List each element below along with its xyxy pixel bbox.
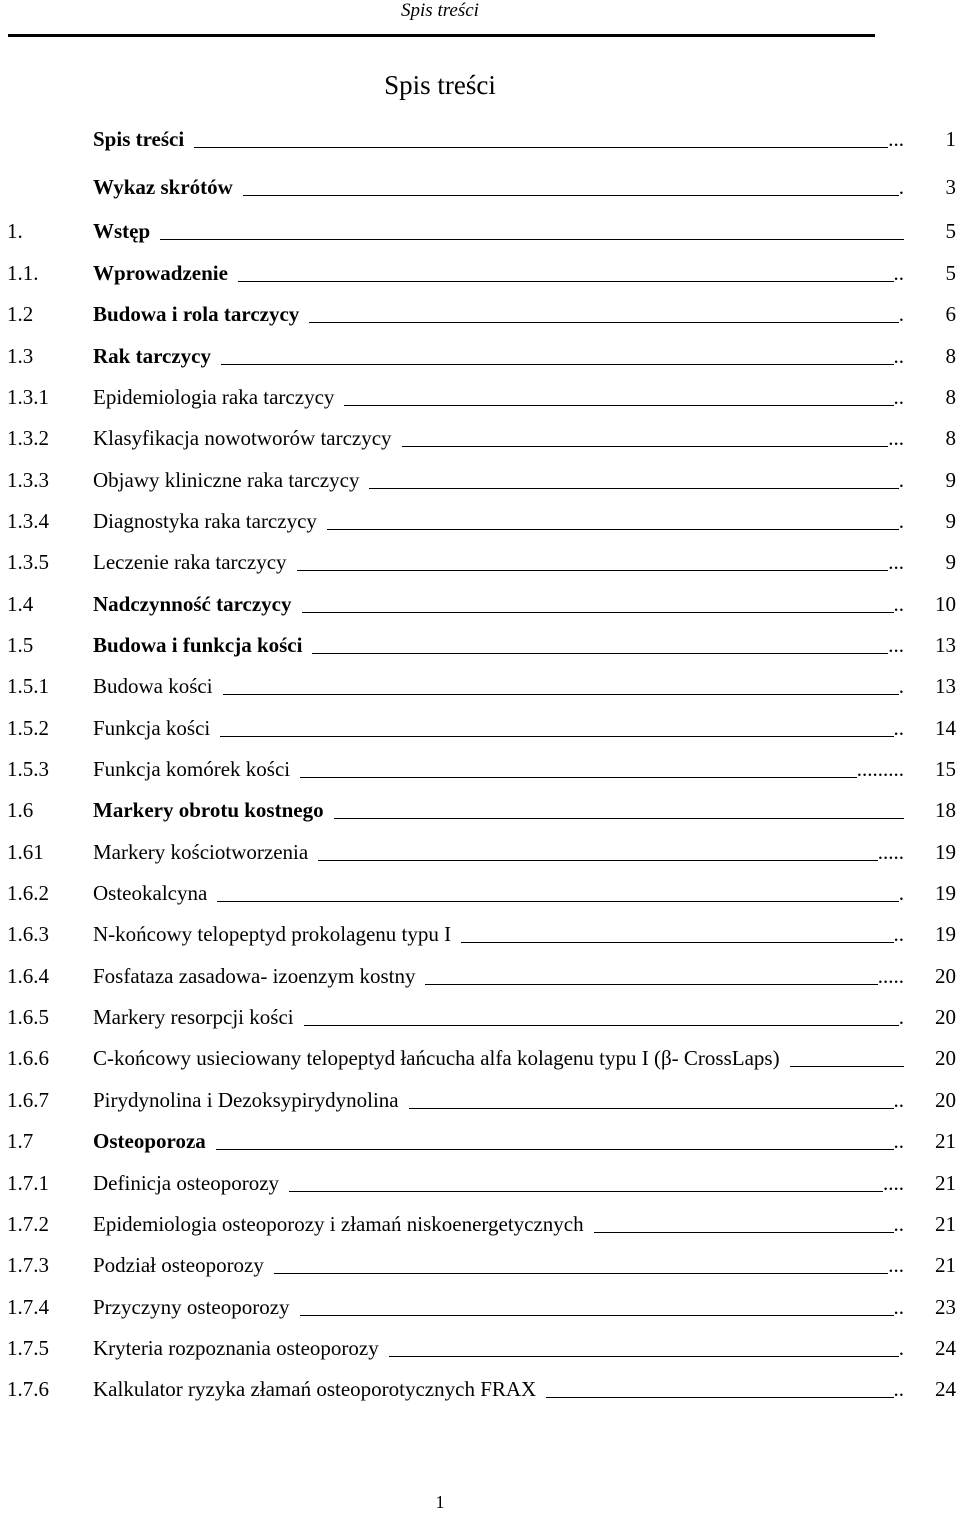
toc-entry-leader bbox=[243, 172, 904, 202]
toc-entry-leader bbox=[389, 1333, 904, 1363]
leader-rule bbox=[243, 195, 899, 196]
toc-entry-number: 1.4 bbox=[7, 592, 34, 616]
leader-dots: ... bbox=[888, 127, 904, 151]
toc-entry-leader bbox=[289, 1168, 904, 1198]
toc-entry-leader bbox=[274, 1250, 904, 1280]
toc-entry-leader bbox=[302, 589, 904, 619]
toc-entry-page: 15 bbox=[935, 757, 956, 781]
header-rule bbox=[8, 34, 875, 37]
toc-entry[interactable] bbox=[0, 1002, 960, 1032]
leader-rule bbox=[461, 942, 894, 943]
toc-entry[interactable] bbox=[0, 547, 960, 577]
leader-rule bbox=[300, 1315, 894, 1316]
toc-entry-page: 10 bbox=[935, 592, 956, 616]
toc-entry[interactable] bbox=[0, 216, 960, 246]
leader-dots: . bbox=[898, 302, 904, 326]
toc-entry-title: Epidemiologia raka tarczycy bbox=[93, 385, 335, 409]
leader-dots: . bbox=[898, 674, 904, 698]
leader-rule bbox=[220, 736, 894, 737]
leader-rule bbox=[238, 281, 894, 282]
leader-dots: .. bbox=[893, 261, 904, 285]
leader-rule bbox=[160, 239, 904, 240]
toc-entry-number: 1.5.1 bbox=[7, 674, 49, 698]
toc-entry-title: C-końcowy usieciowany telopeptyd łańcucha alfa kolagenu typu I (β- CrossLaps) bbox=[93, 1046, 780, 1070]
toc-entry-title: Osteoporoza bbox=[93, 1129, 206, 1153]
leader-dots: . bbox=[898, 1336, 904, 1360]
leader-rule bbox=[302, 612, 894, 613]
toc-entry-page: 19 bbox=[935, 881, 956, 905]
toc-entry-page: 19 bbox=[935, 840, 956, 864]
leader-dots: ..... bbox=[877, 964, 904, 988]
leader-dots: . bbox=[898, 509, 904, 533]
toc-entry-number: 1.6.6 bbox=[7, 1046, 49, 1070]
toc-entry-number: 1.6.2 bbox=[7, 881, 49, 905]
leader-dots: .. bbox=[893, 1295, 904, 1319]
toc-entry[interactable] bbox=[0, 1250, 960, 1280]
toc-entry-number: 1.3.3 bbox=[7, 468, 49, 492]
toc-entry-number: 1.7.4 bbox=[7, 1295, 49, 1319]
leader-rule bbox=[425, 984, 878, 985]
toc-entry-title: Klasyfikacja nowotworów tarczycy bbox=[93, 426, 392, 450]
leader-rule bbox=[318, 860, 878, 861]
toc-entry[interactable] bbox=[0, 172, 960, 202]
toc-entry[interactable] bbox=[0, 1292, 960, 1322]
leader-dots: .... bbox=[883, 1171, 904, 1195]
toc-entry-leader bbox=[312, 630, 904, 660]
running-header: Spis treści bbox=[401, 0, 479, 21]
toc-entry-leader bbox=[790, 1043, 904, 1073]
toc-entry-number: 1.5 bbox=[7, 633, 34, 657]
toc-entry[interactable] bbox=[0, 299, 960, 329]
leader-rule bbox=[216, 1149, 894, 1150]
toc-entry[interactable] bbox=[0, 671, 960, 701]
toc-entry-page: 24 bbox=[935, 1377, 956, 1401]
toc-entry-title: Markery obrotu kostnego bbox=[93, 798, 324, 822]
toc-entry-leader bbox=[217, 878, 904, 908]
leader-rule bbox=[334, 818, 904, 819]
toc-entry-title: Osteokalcyna bbox=[93, 881, 208, 905]
toc-entry-title: Wstęp bbox=[93, 219, 151, 243]
toc-entry-page: 24 bbox=[935, 1336, 956, 1360]
toc-entry[interactable] bbox=[0, 423, 960, 453]
toc-entry-number: 1. bbox=[7, 219, 23, 243]
toc-entry[interactable] bbox=[0, 1333, 960, 1363]
toc-entry-page: 13 bbox=[935, 633, 956, 657]
leader-dots: .. bbox=[893, 922, 904, 946]
toc-entry-number: 1.7.3 bbox=[7, 1253, 49, 1277]
toc-entry-leader bbox=[304, 1002, 904, 1032]
leader-dots: ......... bbox=[856, 757, 904, 781]
toc-entry-leader bbox=[238, 258, 904, 288]
leader-rule bbox=[223, 694, 899, 695]
toc-entry[interactable] bbox=[0, 754, 960, 784]
toc-entry-number: 1.3 bbox=[7, 344, 34, 368]
toc-entry-page: 20 bbox=[935, 1046, 956, 1070]
toc-entry-page: 9 bbox=[945, 550, 956, 574]
leader-dots: ... bbox=[888, 633, 904, 657]
toc-entry-title: Wprowadzenie bbox=[93, 261, 228, 285]
toc-entry-leader bbox=[309, 299, 904, 329]
toc-entry-title: Budowa i funkcja kości bbox=[93, 633, 303, 657]
toc-entry-number: 1.3.1 bbox=[7, 385, 49, 409]
toc-entry-leader bbox=[425, 961, 904, 991]
toc-entry-leader bbox=[160, 216, 904, 246]
toc-entry-number: 1.3.5 bbox=[7, 550, 49, 574]
toc-entry-number: 1.7.5 bbox=[7, 1336, 49, 1360]
toc-entry-number: 1.6.4 bbox=[7, 964, 49, 988]
toc-entry[interactable] bbox=[0, 795, 960, 825]
leader-dots: .. bbox=[893, 1377, 904, 1401]
toc-entry-title: Pirydynolina i Dezoksypirydynolina bbox=[93, 1088, 399, 1112]
leader-dots: .. bbox=[893, 1129, 904, 1153]
toc-entry-leader bbox=[461, 919, 904, 949]
toc-entry-title: Markery resorpcji kości bbox=[93, 1005, 294, 1029]
leader-rule bbox=[304, 1025, 899, 1026]
toc-entry-leader bbox=[409, 1085, 904, 1115]
toc-entry-title: Kalkulator ryzyka złamań osteoporotycznych FRAX bbox=[93, 1377, 537, 1401]
toc-entry[interactable] bbox=[0, 961, 960, 991]
toc-entry-title: Rak tarczycy bbox=[93, 344, 211, 368]
toc-entry-page: 8 bbox=[945, 344, 956, 368]
leader-dots: ... bbox=[888, 426, 904, 450]
leader-rule bbox=[221, 364, 894, 365]
leader-rule bbox=[327, 529, 899, 530]
toc-entry-title: Epidemiologia osteoporozy i złamań niskoenergetycznych bbox=[93, 1212, 584, 1236]
toc-entry-leader bbox=[220, 713, 904, 743]
toc-entry-page: 21 bbox=[935, 1129, 956, 1153]
toc-entry-number: 1.3.2 bbox=[7, 426, 49, 450]
toc-entry[interactable] bbox=[0, 1168, 960, 1198]
toc-entry-leader bbox=[221, 341, 904, 371]
leader-rule bbox=[217, 901, 899, 902]
toc-entry-title: Funkcja komórek kości bbox=[93, 757, 291, 781]
toc-entry-page: 8 bbox=[945, 426, 956, 450]
leader-rule bbox=[402, 446, 888, 447]
toc-entry-page: 21 bbox=[935, 1212, 956, 1236]
toc-entry-page: 19 bbox=[935, 922, 956, 946]
toc-entry[interactable] bbox=[0, 506, 960, 536]
leader-dots: .. bbox=[893, 344, 904, 368]
toc-entry-title: Budowa kości bbox=[93, 674, 213, 698]
toc-entry-leader bbox=[216, 1126, 904, 1156]
toc-entry-number: 1.7.2 bbox=[7, 1212, 49, 1236]
leader-dots: .. bbox=[893, 385, 904, 409]
toc-entry[interactable] bbox=[0, 124, 960, 154]
toc-entry-title: Przyczyny osteoporozy bbox=[93, 1295, 290, 1319]
toc-entry-leader bbox=[297, 547, 904, 577]
toc-entry-title: Diagnostyka raka tarczycy bbox=[93, 509, 317, 533]
toc-entry-number: 1.7 bbox=[7, 1129, 34, 1153]
leader-rule bbox=[389, 1356, 899, 1357]
toc-entry-number: 1.7.6 bbox=[7, 1377, 49, 1401]
toc-entry-title: Podział osteoporozy bbox=[93, 1253, 264, 1277]
toc-entry-page: 5 bbox=[945, 219, 956, 243]
leader-rule bbox=[594, 1232, 894, 1233]
toc-entry[interactable] bbox=[0, 919, 960, 949]
toc-entry-title: Funkcja kości bbox=[93, 716, 211, 740]
toc-entry-title: Objawy kliniczne raka tarczycy bbox=[93, 468, 360, 492]
toc-entry[interactable] bbox=[0, 1126, 960, 1156]
toc-entry[interactable] bbox=[0, 465, 960, 495]
toc-entry-page: 20 bbox=[935, 1005, 956, 1029]
leader-dots: ... bbox=[888, 1253, 904, 1277]
toc-entry-leader bbox=[402, 423, 904, 453]
leader-dots: .. bbox=[893, 1212, 904, 1236]
toc-entry-page: 21 bbox=[935, 1253, 956, 1277]
leader-rule bbox=[297, 570, 888, 571]
toc-entry-number: 1.6.5 bbox=[7, 1005, 49, 1029]
toc-entry-leader bbox=[194, 124, 904, 154]
toc-entry-number: 1.5.2 bbox=[7, 716, 49, 740]
toc-entry-page: 13 bbox=[935, 674, 956, 698]
toc-entry-number: 1.6.7 bbox=[7, 1088, 49, 1112]
toc-entry[interactable] bbox=[0, 837, 960, 867]
toc-entry-page: 1 bbox=[945, 127, 956, 151]
toc-entry-page: 23 bbox=[935, 1295, 956, 1319]
leader-dots: . bbox=[898, 175, 904, 199]
toc-entry-title: Markery kościotworzenia bbox=[93, 840, 309, 864]
leader-rule bbox=[546, 1397, 894, 1398]
toc-entry-leader bbox=[300, 1292, 904, 1322]
toc-entry-leader bbox=[223, 671, 904, 701]
leader-rule bbox=[369, 488, 899, 489]
leader-rule bbox=[312, 653, 888, 654]
toc-entry[interactable] bbox=[0, 258, 960, 288]
toc-entry-page: 9 bbox=[945, 509, 956, 533]
toc-entry-page: 3 bbox=[945, 175, 956, 199]
toc-entry-title: N-końcowy telopeptyd prokolagenu typu I bbox=[93, 922, 452, 946]
leader-dots: .. bbox=[893, 592, 904, 616]
toc-entry[interactable] bbox=[0, 1374, 960, 1404]
leader-rule bbox=[194, 147, 888, 148]
toc-entry-title: Definicja osteoporozy bbox=[93, 1171, 280, 1195]
leader-dots: . bbox=[898, 1005, 904, 1029]
leader-dots: ..... bbox=[877, 840, 904, 864]
toc-entry[interactable] bbox=[0, 878, 960, 908]
toc-entry-number: 1.6.3 bbox=[7, 922, 49, 946]
toc-entry-number: 1.2 bbox=[7, 302, 34, 326]
toc-entry-page: 21 bbox=[935, 1171, 956, 1195]
page-title: Spis treści bbox=[384, 70, 496, 100]
toc-entry-number: 1.61 bbox=[7, 840, 44, 864]
leader-dots: .. bbox=[893, 716, 904, 740]
toc-entry-number: 1.1. bbox=[7, 261, 39, 285]
leader-rule bbox=[790, 1066, 904, 1067]
toc-entry[interactable] bbox=[0, 1043, 960, 1073]
toc-entry-leader bbox=[369, 465, 904, 495]
toc-entry-number: 1.3.4 bbox=[7, 509, 49, 533]
toc-entry-page: 8 bbox=[945, 385, 956, 409]
toc-entry-leader bbox=[327, 506, 904, 536]
toc-entry-leader bbox=[300, 754, 904, 784]
toc-entry-number: 1.6 bbox=[7, 798, 34, 822]
toc-entry[interactable] bbox=[0, 341, 960, 371]
toc-entry-page: 6 bbox=[945, 302, 956, 326]
toc-entry-number: 1.7.1 bbox=[7, 1171, 49, 1195]
leader-dots: . bbox=[898, 468, 904, 492]
leader-rule bbox=[309, 322, 899, 323]
leader-dots: .. bbox=[893, 1088, 904, 1112]
leader-dots: ... bbox=[888, 550, 904, 574]
toc-entry-leader bbox=[546, 1374, 904, 1404]
leader-rule bbox=[409, 1108, 894, 1109]
leader-rule bbox=[300, 777, 857, 778]
leader-rule bbox=[274, 1273, 888, 1274]
toc-entry-page: 5 bbox=[945, 261, 956, 285]
leader-rule bbox=[289, 1191, 883, 1192]
toc-entry-leader bbox=[594, 1209, 904, 1239]
toc-entry-page: 20 bbox=[935, 964, 956, 988]
toc-entry-title: Fosfataza zasadowa- izoenzym kostny bbox=[93, 964, 416, 988]
toc-entry[interactable] bbox=[0, 630, 960, 660]
leader-rule bbox=[344, 405, 894, 406]
toc-entry-leader bbox=[344, 382, 904, 412]
toc-entry-title: Wykaz skrótów bbox=[93, 175, 233, 199]
toc-entry-leader bbox=[334, 795, 904, 825]
toc-entry-page: 14 bbox=[935, 716, 956, 740]
toc-entry-title: Kryteria rozpoznania osteoporozy bbox=[93, 1336, 379, 1360]
toc-entry[interactable] bbox=[0, 589, 960, 619]
toc-entry[interactable] bbox=[0, 1209, 960, 1239]
toc-entry-title: Leczenie raka tarczycy bbox=[93, 550, 287, 574]
toc-entry[interactable] bbox=[0, 1085, 960, 1115]
page-number: 1 bbox=[435, 1492, 445, 1512]
toc-entry-title: Nadczynność tarczycy bbox=[93, 592, 292, 616]
toc-entry-title: Spis treści bbox=[93, 127, 185, 151]
toc-entry[interactable] bbox=[0, 382, 960, 412]
toc-entry-page: 18 bbox=[935, 798, 956, 822]
toc-entry-leader bbox=[318, 837, 904, 867]
toc-entry-page: 20 bbox=[935, 1088, 956, 1112]
toc-entry-number: 1.5.3 bbox=[7, 757, 49, 781]
toc-entry-page: 9 bbox=[945, 468, 956, 492]
leader-dots: . bbox=[898, 881, 904, 905]
toc-entry-title: Budowa i rola tarczycy bbox=[93, 302, 300, 326]
toc-entry[interactable] bbox=[0, 713, 960, 743]
